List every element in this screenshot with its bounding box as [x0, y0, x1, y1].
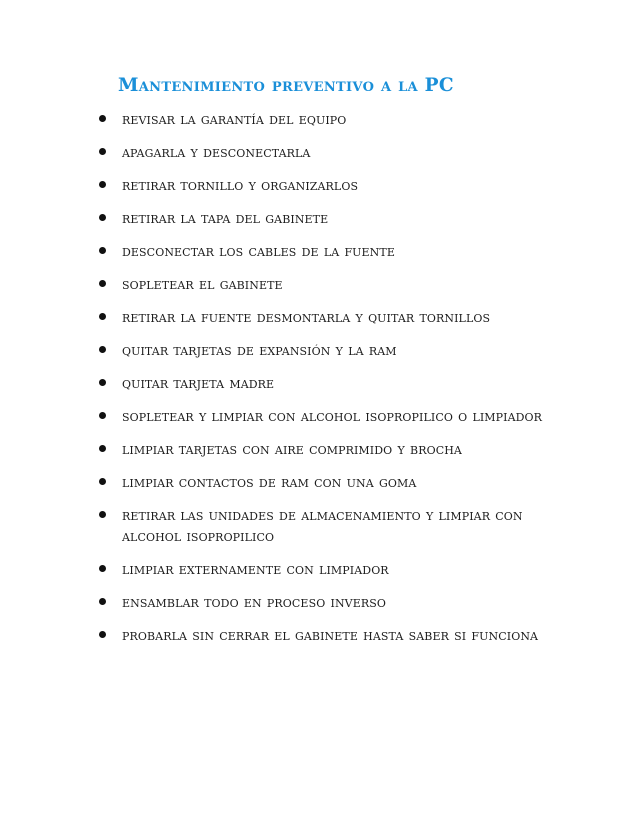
bullet-icon: [99, 412, 106, 419]
list-item-text: quitar tarjeta madre: [122, 373, 275, 392]
list-item: [96, 339, 576, 360]
bullet-icon: [99, 247, 106, 254]
list-item-text: desconectar los cables de la fuente: [122, 241, 395, 260]
bullet-icon: [99, 148, 106, 155]
list-item-text: sopletear el gabinete: [122, 274, 283, 293]
list-item: [96, 372, 576, 393]
list-item-text: quitar tarjetas de expansión y la ram: [122, 340, 397, 359]
bullet-icon: [99, 181, 106, 188]
list-item: [96, 438, 576, 459]
bullet-icon: [99, 598, 106, 605]
list-item-text: retirar tornillo y organizarlos: [122, 175, 359, 194]
list-item: [96, 405, 576, 426]
list-item-text: limpiar contactos de ram con una goma: [122, 472, 417, 491]
list-item: [96, 207, 576, 228]
bullet-icon: [99, 115, 106, 122]
list-item-text: limpiar tarjetas con aire comprimido y brocha: [122, 439, 462, 458]
list-item: [96, 306, 576, 327]
list-item-text: apagarla y desconectarla: [122, 142, 311, 161]
bullet-icon: [99, 280, 106, 287]
bullet-icon: [99, 214, 106, 221]
list-item: [96, 591, 576, 612]
maintenance-steps-list: [96, 108, 576, 657]
bullet-icon: [99, 511, 106, 518]
list-item-text: limpiar externamente con limpiador: [122, 559, 389, 578]
page-title: Mantenimiento preventivo a la PC: [118, 75, 454, 96]
list-item-text: retirar la fuente desmontarla y quitar tornillos: [122, 307, 491, 326]
bullet-icon: [99, 631, 106, 638]
bullet-icon: [99, 478, 106, 485]
list-item: [96, 240, 576, 261]
list-item: [96, 624, 576, 645]
list-item-text: retirar la tapa del gabinete: [122, 208, 329, 227]
list-item-text: retirar las unidades de almacenamiento y limpiar con alcohol isopropilico: [122, 505, 523, 545]
list-item-text: revisar la garantía del equipo: [122, 109, 347, 128]
bullet-icon: [99, 445, 106, 452]
list-item-text: ensamblar todo en proceso inverso: [122, 592, 386, 611]
list-item: [96, 141, 576, 162]
list-item: [96, 108, 576, 129]
list-item: [96, 558, 576, 579]
bullet-icon: [99, 313, 106, 320]
list-item-text: probarla sin cerrar el gabinete hasta saber si funciona: [122, 625, 539, 644]
list-item: [96, 174, 576, 195]
bullet-icon: [99, 379, 106, 386]
list-item: [96, 273, 576, 294]
bullet-icon: [99, 346, 106, 353]
list-item: [96, 504, 576, 546]
list-item-text: sopletear y limpiar con alcohol isopropilico o limpiador: [122, 406, 543, 425]
bullet-icon: [99, 565, 106, 572]
list-item: [96, 471, 576, 492]
